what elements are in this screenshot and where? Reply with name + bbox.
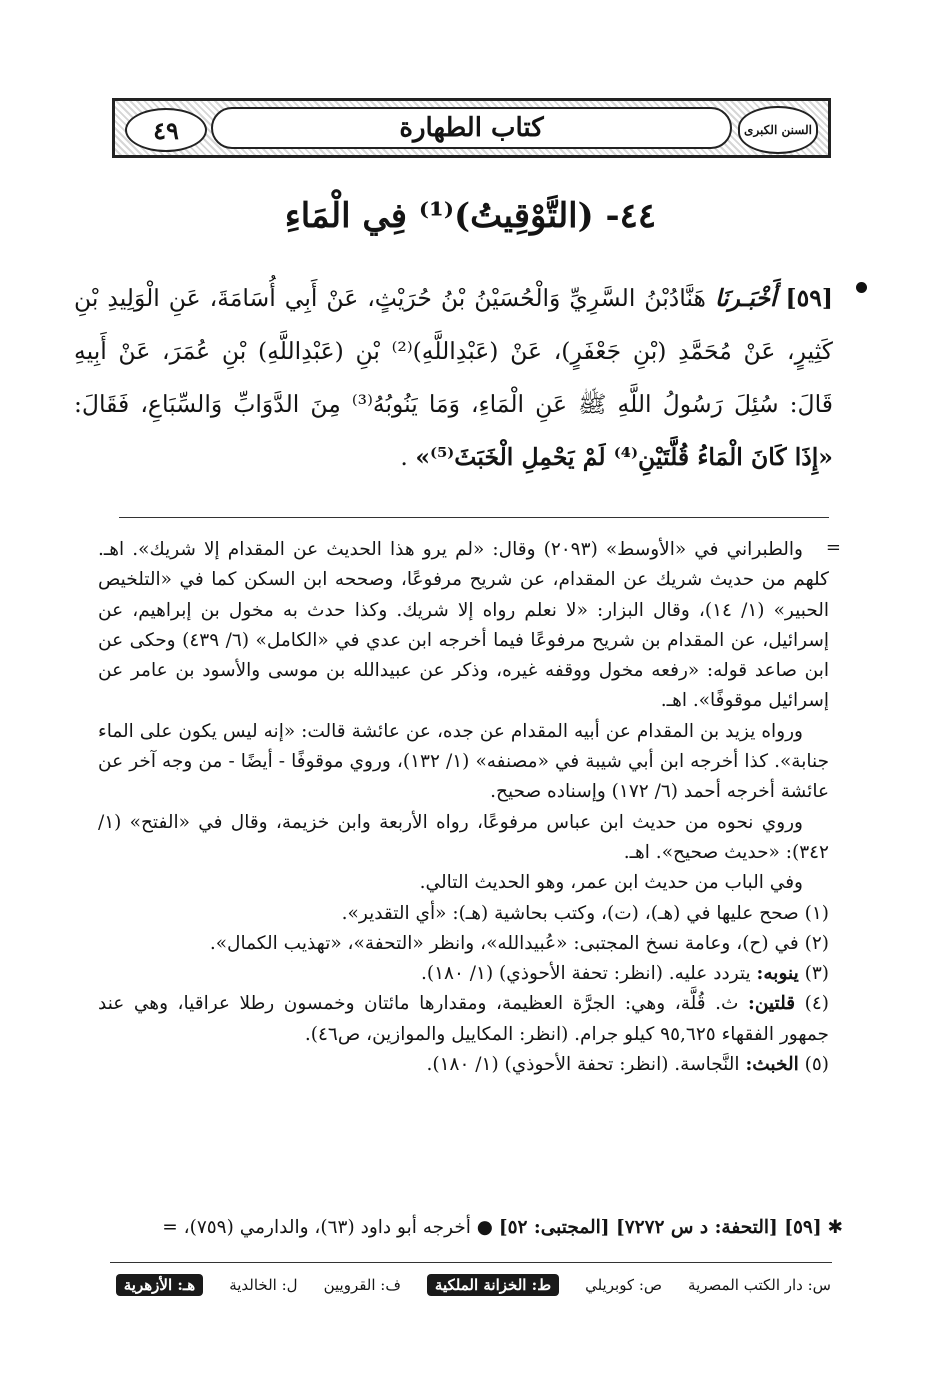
takhrij-refs: [٥٩] [التحفة: د س ٧٢٧٢] [المجتبى: ٥٢] (498, 1217, 822, 1238)
hadith-line-3: عُمَرَ، عَنْ أَبِيهِ قَالَ: سُئِلَ رَسُولُ اللَّهِ ﷺ عَنِ الْمَاءِ، وَمَا يَنُوبُهُ⁽³⁾ مِنَ الدَّوَابِّ (74, 337, 833, 418)
footnote-5-text: النَّجاسة. (انظر: تحفة الأحوذي) (١/ ١٨٠). (426, 1054, 740, 1076)
hadith-text (74, 272, 833, 484)
hadith-quote: «إِذَا كَانَ الْمَاءُ قُلَّتَيْنِ⁽⁴⁾ لَمْ يَحْمِلِ الْخَبَثَ⁽⁵⁾» (415, 443, 833, 471)
legend-item: س: دار الكتب المصرية (688, 1276, 831, 1294)
page-number-cartouche (125, 108, 207, 152)
emblem-cartouche (738, 106, 818, 154)
footnote-2: (٢) في (ح)، وعامة نسخ المجتبى: «عُبيدالله»، وانظر «التحفة»، «تهذيب الكمال». (209, 932, 829, 954)
legend-item: ص: كوبريلي (585, 1276, 663, 1294)
dot-icon: ● (476, 1217, 493, 1238)
footnote-4-word: قلتين: (748, 993, 796, 1015)
footnote-3-word: ينوبه: (756, 963, 799, 985)
footnote-4 (98, 989, 829, 1050)
footnote-4-text: ث. قُلَّة، وهي: الجرَّة العظيمة، ومقدارها مائتان وخمسون رطلا عراقيا، وهي عند جمهور الفقهاء ٩٥,٦٢٥ كيلو جرام. (انظر: المكاييل والموازين، ص٤٦). (98, 993, 829, 1045)
emblem-text: السنن الكبرى (744, 123, 812, 137)
hadith-line-4: وَالسِّبَاعِ، فَقَالَ: (74, 390, 223, 418)
ornamental-header (112, 98, 831, 158)
note-paragraph: وفي الباب من حديث ابن عمر، وهو الحديث التالي. (419, 872, 803, 894)
star-icon: ✱ (827, 1217, 843, 1238)
chapter-title: ٤٤- (التَّوْقِيتُ)⁽¹⁾ فِي الْمَاءِ (284, 196, 657, 236)
continuation-mark: = (825, 537, 841, 558)
footnote-5 (98, 1050, 829, 1080)
book-title: كتاب الطهارة (399, 113, 544, 143)
hadith-opening: أَخْبَـرنَا (714, 284, 777, 312)
footnotes (98, 535, 829, 1080)
footnote-3 (98, 959, 829, 989)
takhrij-line (60, 1213, 843, 1243)
legend-item-highlighted: ط: الخزانة الملكية (427, 1274, 559, 1296)
note-paragraph: ورواه يزيد بن المقدام عن أبيه المقدام عن جده، عن عائشة قالت: «إنه ليس يكون على الماء جنابة». كذا أخرجه ابن أبي شيبة في «مصنفه» (١/ ١٣٢)، وروي موقوفًا - أيضًا - من وجه آخر عن عائشة أخرجه أحمد (٦/ ١٧٢) وإسناده صحيح. (98, 720, 830, 803)
takhrij-continuation: = (162, 1217, 178, 1238)
note-paragraph: وروي نحوه من حديث ابن عباس مرفوعًا، رواه الأربعة وابن خزيمة، وقال في «الفتح» (١/ ٣٤٢): «حديث صحيح». اهـ. (98, 811, 829, 863)
manuscript-legend (109, 1268, 831, 1302)
footnote-4-number: (٤) (804, 993, 829, 1015)
footnote-5-word: الخبث: (745, 1054, 799, 1076)
footnote-divider (119, 517, 829, 518)
hadith-number: [٥٩] (785, 284, 833, 312)
takhrij-text: أخرجه أبو داود (٦٣)، والدارمي (٧٥٩)، (183, 1217, 471, 1238)
legend-item: ل: الخالدية (229, 1276, 298, 1294)
title-cartouche (211, 107, 732, 149)
hadith-end: . (400, 443, 408, 471)
footnote-5-number: (٥) (804, 1054, 829, 1076)
legend-item: ف: القرويين (323, 1276, 401, 1294)
legend-item-highlighted: هـ: الأزهرية (116, 1274, 203, 1296)
hadith-line-1: هَنَّادُبْنُ السَّرِيِّ وَالْحُسَيْنُ بْنُ حُرَيْثٍ، عَنْ أَبِي أُسَامَةَ، عَنِ (168, 284, 706, 312)
footnote-3-text: يتردد عليه. (انظر: تحفة الأحوذي) (١/ ١٨٠). (420, 963, 751, 985)
hadith-line-2: الْوَلِيدِ بْنِ كَثِيرٍ، عَنْ مُحَمَّدِ (بْنِ جَعْفَرٍ)، عَنْ (عَبْدِاللَّهِ)⁽²⁾ بْنِ (عَبْدِاللَّهِ) بْنِ (74, 284, 833, 365)
note-paragraph: والطبراني في «الأوسط» (٢٠٩٣) وقال: «لم يرو هذا الحديث عن المقدام إلا شريك». اهـ. كلهم من حديث شريك عن المقدام، عن شريح مرفوعًا، وصححه ابن السكن كما في «التلخيص الحبير» (١/ ١٤)، وقال البزار: «لا نعلم رواه إلا شريك. وكذا حدث به مخول بن إبراهيم، عن إسرائيل، عن المقدام بن شريح مرفوعًا فيما أخرجه ابن عدي في «الكامل» (٦/ ٤٣٩) وحكى عن ابن صاعد قوله: «رفعه مخول ووقفه غيره، وذكر عن عبيدالله بن موسى والأسود بن عامر عن إسرائيل موقوفًا». اهـ. (98, 539, 830, 712)
footnote-3-number: (٣) (804, 963, 829, 985)
page-number: ٤٩ (153, 115, 179, 145)
hadith-bullet-icon (856, 282, 867, 293)
legend-top-divider (110, 1262, 832, 1263)
footnote-1: (١) صحح عليها في (هـ)، (ت)، وكتب بحاشية (هـ): «أي التقدير». (341, 902, 829, 924)
